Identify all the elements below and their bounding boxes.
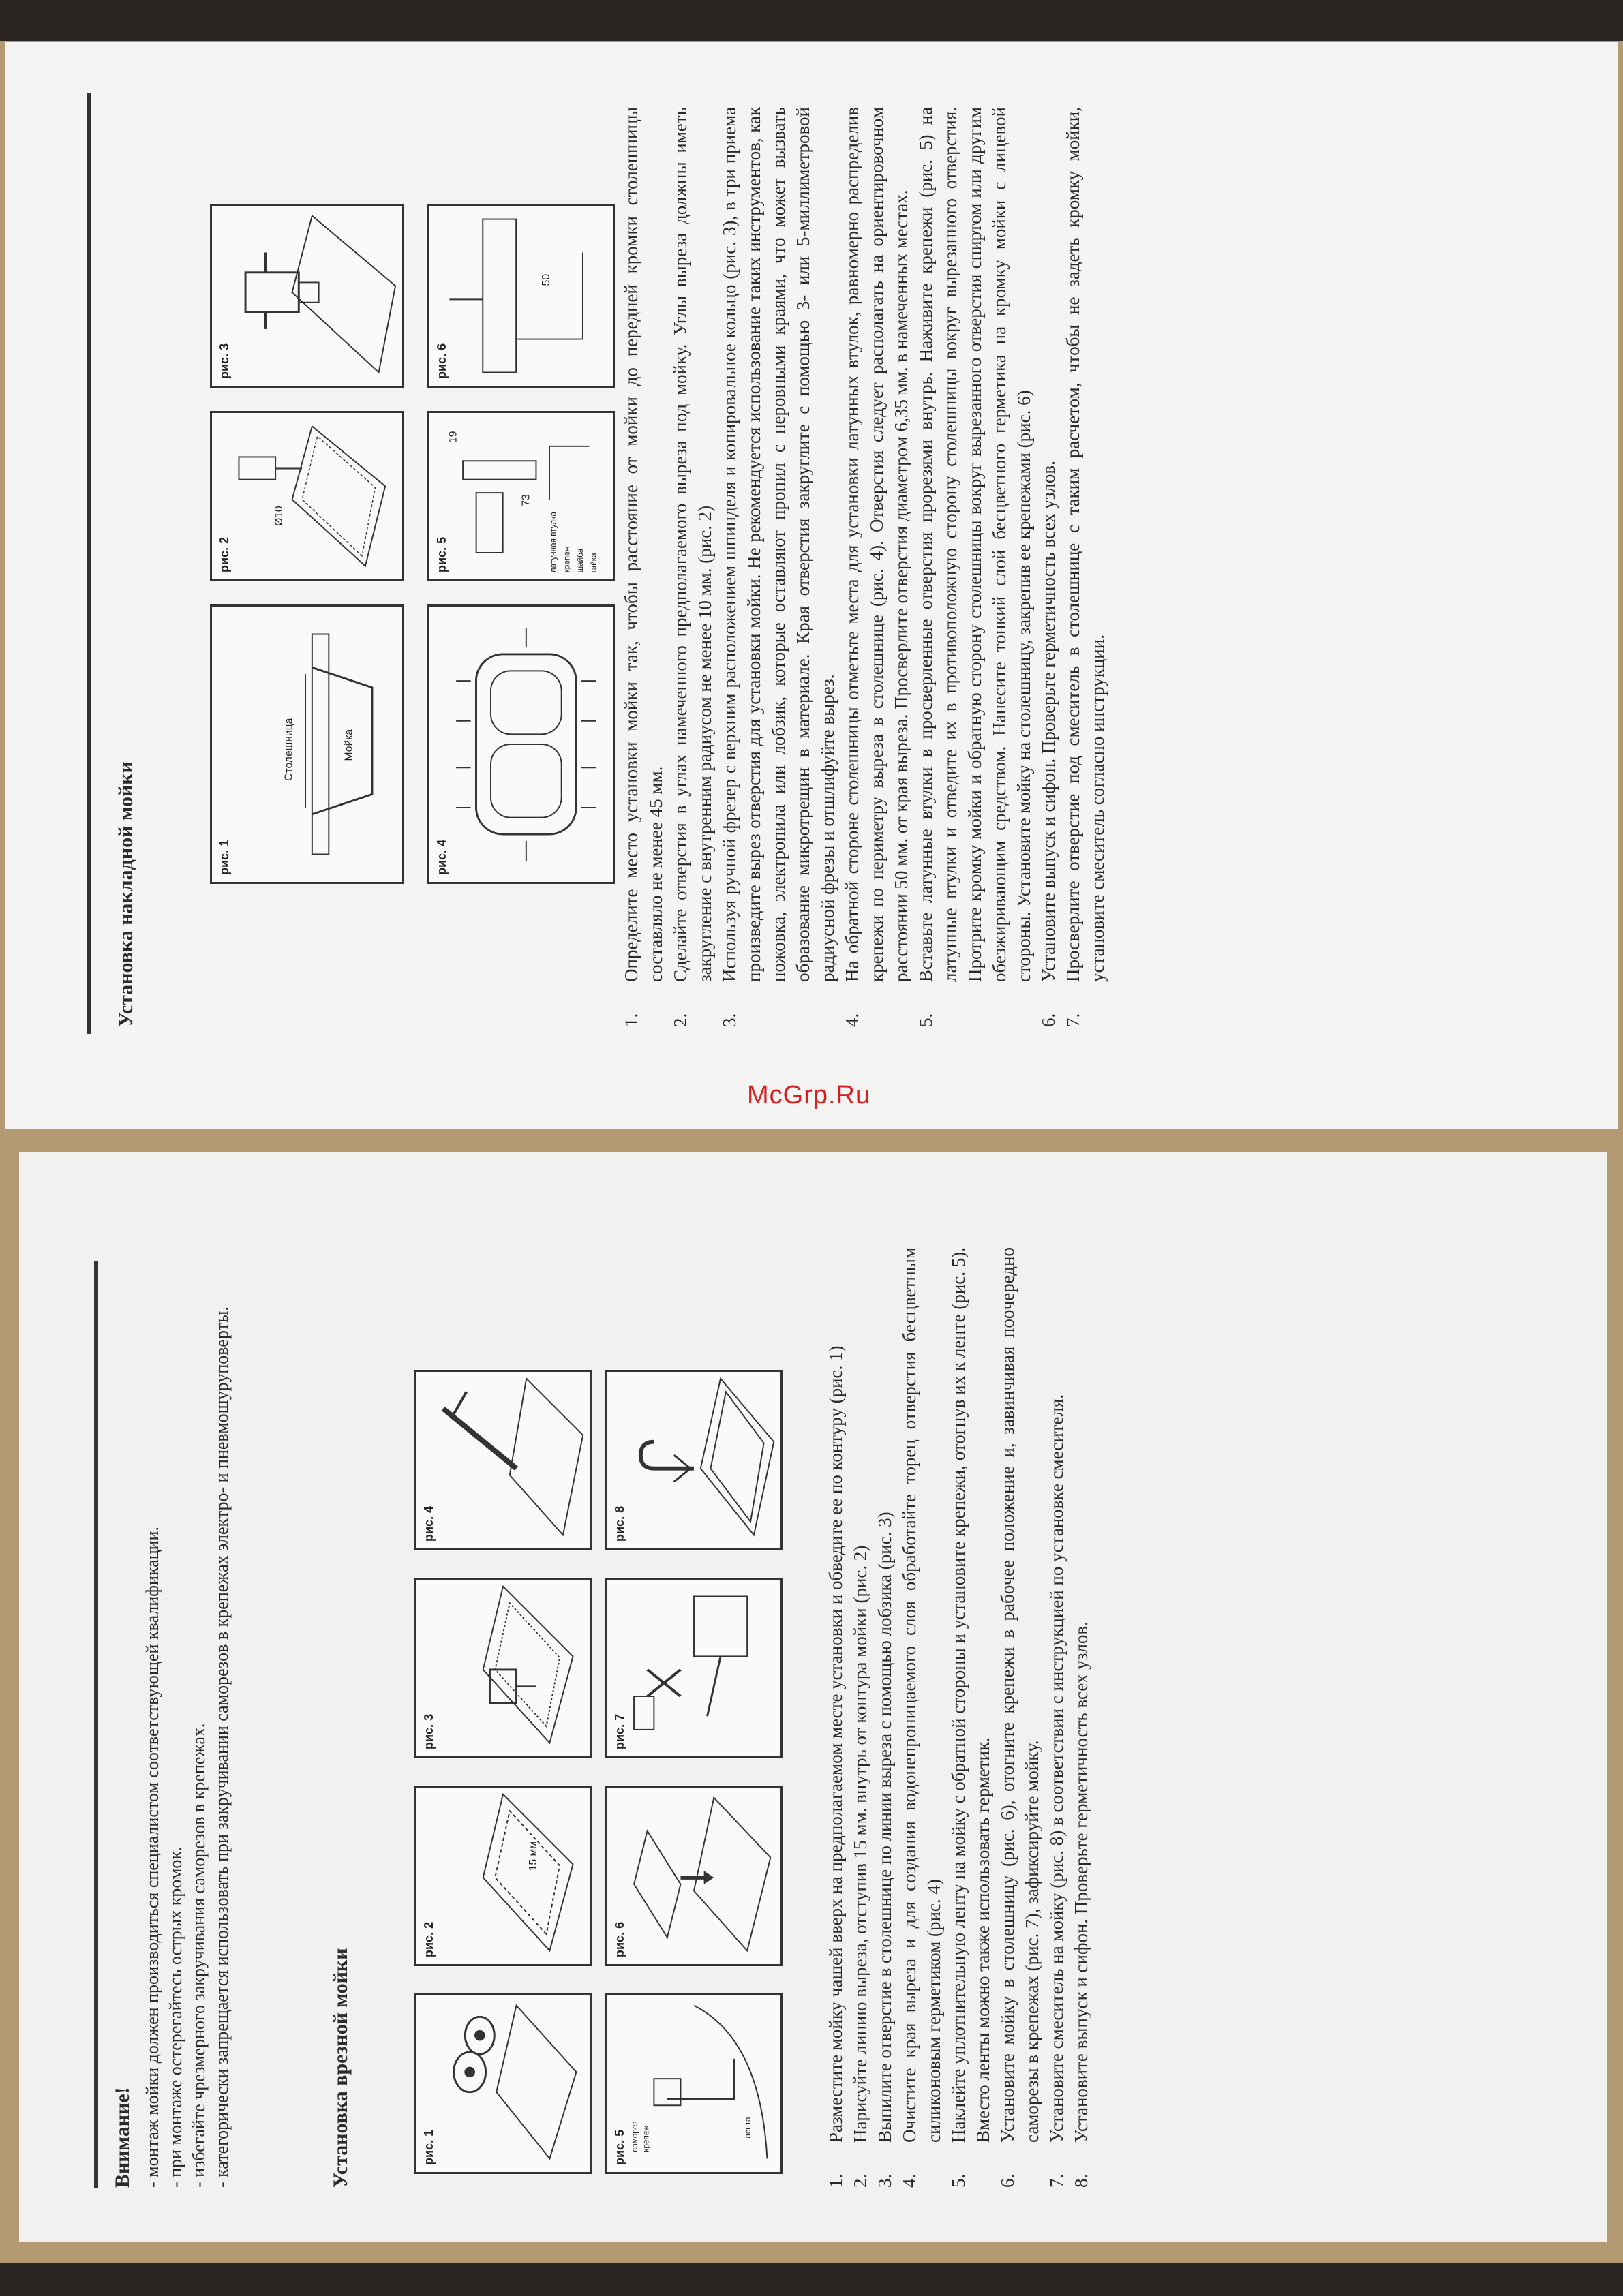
- figure-label: рис. 8: [613, 1505, 626, 1542]
- step-text: Установите выпуск и сифон. Проверьте герметичность всех узлов.: [1038, 461, 1059, 982]
- figure-label: рис. 7: [613, 1713, 626, 1749]
- figure-inset-2: [414, 1786, 592, 1966]
- figure-inset-4: [414, 1370, 592, 1550]
- figure-inset-6: [605, 1786, 783, 1966]
- figure-label: рис. 5: [613, 2129, 626, 2165]
- figure-overlay-2: [210, 411, 404, 581]
- list-item: [668, 107, 717, 1027]
- countertop-sink-section-icon: [212, 607, 402, 882]
- figure-label: рис. 1: [217, 839, 231, 875]
- faucet-install-icon: [416, 1995, 590, 2172]
- figure-note: лента: [744, 2117, 753, 2139]
- figure-inset-8: [605, 1370, 783, 1550]
- step-number: 5.: [915, 1013, 936, 1027]
- warning-item: - при монтаже остерегайтесь острых кромок.: [166, 1846, 185, 2188]
- step-number: 1.: [621, 1013, 641, 1027]
- list-item: [1036, 107, 1061, 1027]
- figure-label: рис. 6: [613, 1921, 626, 1957]
- jigsaw-cutout-icon: [416, 1580, 590, 1756]
- step-number: 4.: [899, 2173, 920, 2188]
- step-number: 1.: [825, 2173, 846, 2188]
- step-text: Установите смеситель на мойку (рис. 8) в соответствии с инструкцией по установке смесителя.: [1046, 1394, 1067, 2143]
- fastener-layout-icon: [429, 607, 613, 882]
- figure-note: 73: [520, 494, 532, 506]
- rotated-page-content: [5, 42, 1618, 1102]
- figure-note: Столешница: [283, 718, 295, 781]
- warning-title: Внимание!: [111, 2087, 134, 2188]
- section-title-overlay: Установка накладной мойки: [115, 761, 137, 1027]
- overlay-sink-steps: [619, 107, 1110, 1027]
- list-item: [913, 107, 1036, 1027]
- list-item: [848, 1247, 873, 2188]
- figure-overlay-5: [427, 411, 615, 581]
- figure-label: рис. 1: [422, 2129, 436, 2165]
- figure-inset-7: [605, 1578, 783, 1758]
- figure-inset-1: [414, 1993, 592, 2174]
- title-rule: [87, 93, 91, 1034]
- step-number: 2.: [850, 2173, 870, 2188]
- sealant-gun-icon: [416, 1372, 590, 1548]
- figure-note: Мойка: [343, 729, 355, 761]
- brass-bushing-icon: [429, 413, 613, 579]
- figure-note: Ø10: [273, 506, 285, 526]
- figure-note: саморез: [630, 2121, 639, 2152]
- step-number: 7.: [1063, 1013, 1083, 1027]
- figure-overlay-4: [427, 604, 615, 884]
- title-rule: [94, 1261, 98, 2188]
- figure-note: шайба: [575, 548, 585, 573]
- rotated-page-content: [19, 1152, 1607, 2215]
- figure-grid-overlay: [210, 204, 615, 884]
- section-title-inset: Установка врезной мойки: [329, 1948, 352, 2188]
- figure-note: латунная втулка: [549, 512, 558, 573]
- step-number: 7.: [1046, 2173, 1067, 2188]
- step-text: Разместите мойку чашей вверх на предполагаемом месте установки и обведите ее по контуру (рис. 1): [825, 1345, 846, 2143]
- figure-note: 19: [447, 431, 459, 443]
- figure-note: 50: [541, 273, 553, 286]
- step-text: Очистите края выреза и для создания водонепроницаемого слоя обработайте торец отверстия бесцветным силиконовым герметиком (рис. 4): [899, 1247, 944, 2143]
- list-item: [995, 1247, 1044, 2188]
- step-number: 6.: [997, 2173, 1018, 2188]
- figure-label: рис. 5: [435, 536, 449, 572]
- sink-placement-icon: [607, 1788, 780, 1964]
- step-text: Сделайте отверстия в углах намеченного предполагаемого выреза под мойку. Углы выреза должны иметь закругление с внутренним радиусом не менее 10 мм. (рис. 2): [670, 107, 715, 982]
- step-number: 4.: [842, 1013, 862, 1027]
- figure-overlay-3: [210, 204, 404, 388]
- figure-label: рис. 3: [422, 1713, 436, 1749]
- list-item: [946, 1247, 995, 2188]
- instruction-page-inset-sink: [19, 1152, 1607, 2242]
- list-item: [897, 1247, 946, 2188]
- figure-note: крепеж: [641, 2125, 651, 2152]
- figure-label: рис. 2: [217, 536, 231, 572]
- step-text: Наклейте уплотнительную ленту на мойку с обратной стороны и установите крепежи, отогнув их к ленте (рис. 5). Вместо ленты можно также использовать герметик.: [948, 1247, 993, 2143]
- router-icon: [212, 206, 402, 386]
- figure-label: рис. 6: [435, 343, 449, 379]
- figure-label: рис. 4: [422, 1505, 436, 1542]
- step-text: Установите мойку в столешницу (рис. 6), отогните крепежи в рабочее положение и, завинчивая поочередно саморезы в крепежах (рис. 7), зафиксируйте мойку.: [997, 1247, 1042, 2143]
- figure-overlay-6: [427, 204, 615, 388]
- list-item: [823, 1247, 848, 2188]
- figure-note: гайка: [589, 553, 598, 573]
- step-text: Просверлите отверстие под смеситель в столешнице с таким расчетом, чтобы не задеть кромку мойки, установите смеситель согласно инструкции.: [1063, 107, 1108, 982]
- figure-note: 15 мм: [527, 1841, 539, 1871]
- warning-item: - категорически запрещается использовать при закручивании саморезов в крепежах электро- и пневмошуруповерты.: [212, 1306, 232, 2188]
- step-text: На обратной стороне столешницы отметьте места для установки латунных втулок, равномерно распределив крепежи по периметру выреза в столешнице (рис. 4). Отверстия следует располагать на ориентировочном расстоянии 50 мм. от края выреза. Просверлите отверстия диаметром 6,35 мм. в намеченных местах.: [842, 107, 911, 982]
- list-item: [717, 107, 840, 1027]
- step-number: 3.: [875, 2173, 895, 2188]
- list-item: [840, 107, 913, 1027]
- list-item: [1069, 1247, 1093, 2188]
- instruction-page-overlay-sink: [5, 42, 1618, 1129]
- step-text: Выпилите отверстие в столешнице по линии выреза с помощью лобзика (рис. 3): [875, 1512, 895, 2143]
- mixer-install-icon: [607, 1372, 780, 1548]
- figure-grid-inset: [414, 1370, 783, 2174]
- warning-item: - избегайте чрезмерного закручивания саморезов в крепежах.: [189, 1723, 209, 2188]
- figure-label: рис. 2: [422, 1921, 436, 1957]
- list-item: [873, 1247, 897, 2188]
- warning-block: [111, 1234, 234, 2188]
- contour-marking-icon: [416, 1788, 590, 1964]
- list-item: [1061, 107, 1110, 1027]
- figure-note: крепеж: [562, 546, 572, 573]
- step-text: Определите место установки мойки так, чтобы расстояние от мойки до передней кромки столешницы составляло не менее 45 мм.: [621, 107, 666, 982]
- figure-label: рис. 3: [217, 343, 231, 379]
- step-text: Используя ручной фрезер с верхним расположением шпинделя и копировальное кольцо (рис. 3), в три приема произведите вырез отверстия для установки мойки. Не рекомендуется использование таких инструментов, как ножовка, электропила или лобзик, которые оставляют пропил с неровными краями, что может вызвать образование микротрещин в материале. Края отверстия закруглите с помощью 3- или 5-миллиметровой радиусной фрезы и отшлифуйте вырез.: [719, 107, 838, 982]
- warning-item: - монтаж мойки должен производиться специалистом соответствующей квалификации.: [142, 1527, 162, 2188]
- figure-inset-3: [414, 1578, 592, 1758]
- figure-overlay-1: [210, 604, 404, 884]
- mixer-hole-icon: [429, 206, 613, 386]
- inset-sink-steps: [823, 1247, 1093, 2188]
- step-number: 8.: [1071, 2173, 1091, 2188]
- step-number: 2.: [670, 1013, 691, 1027]
- figure-inset-5: [605, 1993, 783, 2174]
- step-number: 5.: [948, 2173, 969, 2188]
- watermark: McGrp.Ru: [747, 1081, 871, 1109]
- figure-label: рис. 4: [435, 839, 449, 875]
- list-item: [1044, 1247, 1069, 2188]
- step-text: Нарисуйте линию выреза, отступив 15 мм. внутрь от контура мойки (рис. 2): [850, 1545, 870, 2143]
- drill-hole-icon: [212, 413, 402, 579]
- step-number: 3.: [719, 1013, 740, 1027]
- step-text: Установите выпуск и сифон. Проверьте герметичность всех узлов.: [1071, 1621, 1091, 2143]
- step-text: Вставьте латунные втулки в просверленные отверстия прорезями внутрь. Наживите крепежи (рис. 5) на латунные втулки и отведите их в противоположную сторону столешницы вокруг вырезанного отверстия. Протрите кромку мойки и обратную сторону столешницы вокруг вырезанного отверстия спиртом или другим обезжиривающим средством. Нанесите тонкий слой бесцветного герметика на кромку мойки с лицевой стороны. Установите мойку на столешницу, закрепив ее крепежами (рис. 6): [915, 107, 1034, 982]
- list-item: [619, 107, 668, 1027]
- clamp-screwing-icon: [607, 1580, 780, 1756]
- clamp-detail-icon: [607, 1995, 780, 2172]
- step-number: 6.: [1038, 1013, 1059, 1027]
